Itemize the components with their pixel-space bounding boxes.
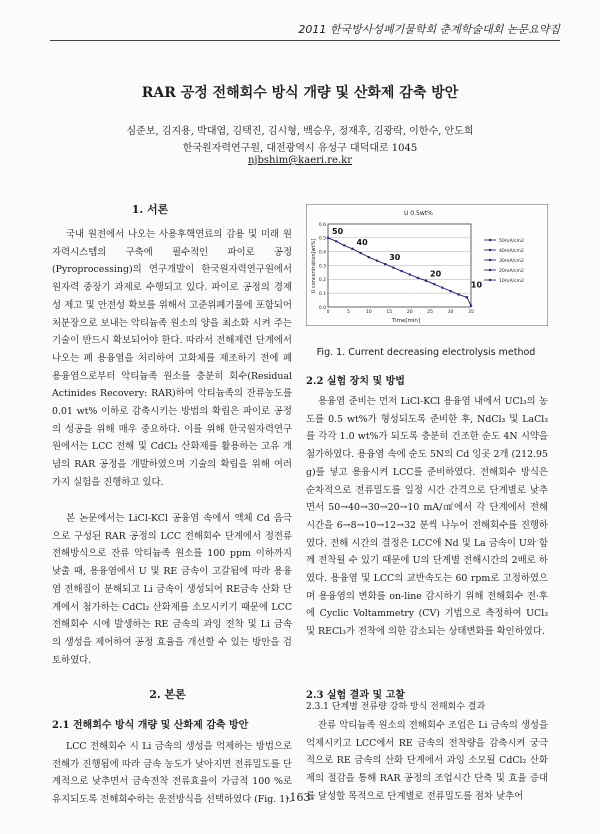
stage-label: 20 <box>430 269 442 279</box>
legend-label: 10mA/cm2 <box>499 278 524 284</box>
legend-label: 40mA/cm2 <box>499 248 524 254</box>
subsubsection-heading-2-3-1: 2.3.1 단계별 전류량 강하 방식 전해회수 결과 <box>306 702 486 712</box>
stage-label: 30 <box>389 253 401 263</box>
data-point <box>392 266 394 268</box>
subsection-heading-2-2: 2.2 실험 장치 및 방법 <box>306 376 405 387</box>
data-point <box>368 256 370 258</box>
legend-label: 20mA/cm2 <box>499 268 524 274</box>
x-tick-label: 25 <box>427 310 434 315</box>
legend-label: 30mA/cm2 <box>499 258 524 264</box>
x-tick-label: 35 <box>468 310 474 315</box>
x-tick-label: 10 <box>365 310 372 315</box>
page-number: -163- <box>285 791 315 804</box>
conference-header: 2011 한국방사성폐기물학회 춘계학술대회 논문요약집 <box>298 23 560 36</box>
author-email: njbshim@kaeri.re.kr <box>247 155 352 166</box>
data-point <box>360 252 362 254</box>
y-tick-label: 0.6 <box>318 222 326 228</box>
x-tick-label: 20 <box>406 310 413 315</box>
legend-marker <box>489 249 491 251</box>
data-point <box>409 273 411 275</box>
data-point <box>425 280 427 282</box>
affiliation: 한국원자력연구원, 대전광역시 유성구 대덕대로 1045 <box>182 143 418 154</box>
y-tick-label: 0.4 <box>318 250 326 256</box>
subsection-paragraph-2-1: LCC 전해회수 시 Li 금속의 생성을 억제하는 방법으로 전해가 진행됨에 따라 금속 농도가 낮아지면 전류밀도를 단계적으로 낮추면서 금속전착 전류효율이 가급적 100 %로 유지되도록 전해회수하는 운전방식을 선택하였다 (Fig. 1). <box>52 741 292 806</box>
x-tick-label: 15 <box>386 310 393 315</box>
intro-heading: 1. 서론 <box>131 203 169 216</box>
legend-marker <box>489 239 491 241</box>
x-tick-label: 30 <box>447 310 454 315</box>
data-point <box>343 244 345 246</box>
subsection-heading-2-3: 2.3 실험 결과 및 고찰 <box>306 690 405 701</box>
data-point <box>466 296 468 298</box>
data-point <box>458 293 460 295</box>
data-point <box>351 248 353 250</box>
y-tick-label: 0.2 <box>318 278 326 284</box>
body-heading: 2. 본론 <box>149 688 186 701</box>
data-point <box>417 277 419 279</box>
data-point <box>433 283 435 285</box>
legend-label: 50mA/cm2 <box>499 238 524 244</box>
data-point <box>449 290 451 292</box>
subsection-heading-2-1: 2.1 전해회수 방식 개량 및 산화제 감축 방안 <box>52 720 249 731</box>
x-tick-label: 0 <box>326 310 330 315</box>
paper-title: RAR 공정 전해회수 방식 개량 및 산화제 감축 방안 <box>141 85 459 101</box>
intro-paragraph-1: 국내 원전에서 나오는 사용후핵연료의 감용 및 미래 원자력시스템의 구축에 필수적인 파이로 공정(Pyroprocessing)의 연구개발이 한국원자력연구원에서 원자력 중장기 과제로 수행되고 있다. 파이로 공정의 경제성 제고 및 안전성 확보를 위해서 고준위폐기물에 포함되어 처분장으로 보내는 악티늄족 원소의 양을 최소화 시켜 주는 기술이 반드시 확보되어야 한다. 따라서 전해제련 단계에서 나오는 폐 용융염을 처리하여 고화체를 제조하기 전에 폐 용융염으로부터 악티늄족 원소를 충분히 회수(Residual Actinides Recovery: RAR)하여 악티늄족의 잔류농도를 0.01 wt% 이하로 감축시키는 방법의 확립은 파이로 공정의 성공을 위해 매우 중요하다. 이를 위해 한국원자력연구원에서는 LCC 전해 및 CdCl₂ 산화제를 활용하는 고유 개념의 RAR 공정을 개발하였으며 기술의 확립을 위해 여러 가지 실험을 진행하고 있다. <box>52 229 292 488</box>
experiment-paragraph: 용융염 준비는 먼저 LiCl-KCl 용융염 내에서 UCl₃의 농도를 0.5 wt%가 형성되도록 준비한 후, NdCl₃ 및 LaCl₃를 각각 1.0 wt%가 되도록 충분히 건조한 순도 4N 시약을 첨가하였다. 용융염 속에 순도 5N의 Cd 잉곳 2개 (212.95 g)를 넣고 용융시켜 LCC를 준비하였다. 전해회수 방식은 순차적으로 전류밀도를 일정 시간 간격으로 단계별로 낮추면서 50→40→30→20→10 mA/㎠에서 각 단계에서 전해 시간을 6→8→10→12→32 분씩 나누어 전해회수를 진행하였다. 전해 시간의 결정은 LCC에 Nd 및 La 금속이 U와 함께 전착될 수 있기 때문에 U의 단계별 전해시간의 2배로 하였다. 용융염 및 LCC의 교반속도는 60 rpm로 고정하였으며 용융염의 변화를 on-line 감시하기 위해 전해회수 전·후에 Cyclic Voltammetry (CV) 기법으로 측정하여 UCl₃ 및 RECl₃가 전착에 의한 감소되는 상태변화를 확인하였다. <box>306 396 548 638</box>
legend-marker <box>489 279 491 281</box>
data-point <box>400 270 402 272</box>
y-tick-label: 0.0 <box>318 305 326 311</box>
legend-marker <box>489 269 491 271</box>
author-list: 심준보, 김지용, 박대엽, 김택진, 김시형, 백승우, 정재후, 김광락, 이한수, 안도희 <box>126 126 474 137</box>
result-paragraph: 잔류 악티늄족 원소의 전해회수 조업은 Li 금속의 생성을 억제시키고 LCC에서 RE 금속의 전착량을 감축시켜 궁극적으로 RE 금속의 산화 단계에서 과잉 소모될 CdCl₂ 산화제의 절감을 통해 RAR 공정의 조업시간 단축 및 효율 증대를 달성할 목적으로 단계별로 전류밀도를 점차 낮추어 <box>306 720 548 802</box>
data-point <box>384 263 386 265</box>
data-point <box>441 287 443 289</box>
data-point <box>376 260 378 262</box>
current-decreasing-chart <box>306 204 548 326</box>
y-axis-label: U concentration[wt%] <box>311 238 317 294</box>
data-point <box>470 305 472 307</box>
intro-paragraph-2: 본 논문에서는 LiCl-KCl 공융염 속에서 액체 Cd 음극으로 구성된 RAR 공정의 LCC 전해회수 단계에서 정전류 전해방식으로 잔류 악티늄족 원소를 100 ppm 이하까지 낮출 때, 용융염에서 U 및 RE 금속이 고갈됨에 따라 용융염 전해질이 분해되고 Li 금속이 생성되어 RE금속 산화 단계에서 첨가하는 CdCl₂ 산화제를 소모시키기 때문에 LCC 전해회수 시에 발생하는 RE 금속의 과잉 전착 및 Li 금속의 생성을 제어하여 공정 효율을 개선할 수 있는 방안을 검토하였다. <box>52 513 292 666</box>
y-tick-label: 0.3 <box>318 264 326 270</box>
legend-marker <box>489 259 491 261</box>
figure-caption: Fig. 1. Current decreasing electrolysis method <box>316 347 536 358</box>
header-rule <box>50 40 560 41</box>
stage-label: 40 <box>356 237 368 247</box>
chart-title: U 0.5wt% <box>404 210 433 217</box>
y-tick-label: 0.1 <box>318 291 326 297</box>
data-point <box>335 240 337 242</box>
x-axis-label: Time[min] <box>391 318 421 324</box>
stage-label: 10 <box>470 280 483 290</box>
data-point <box>327 237 329 239</box>
x-tick-label: 5 <box>346 310 350 315</box>
stage-label: 50 <box>332 226 344 236</box>
y-tick-label: 0.5 <box>318 236 326 242</box>
